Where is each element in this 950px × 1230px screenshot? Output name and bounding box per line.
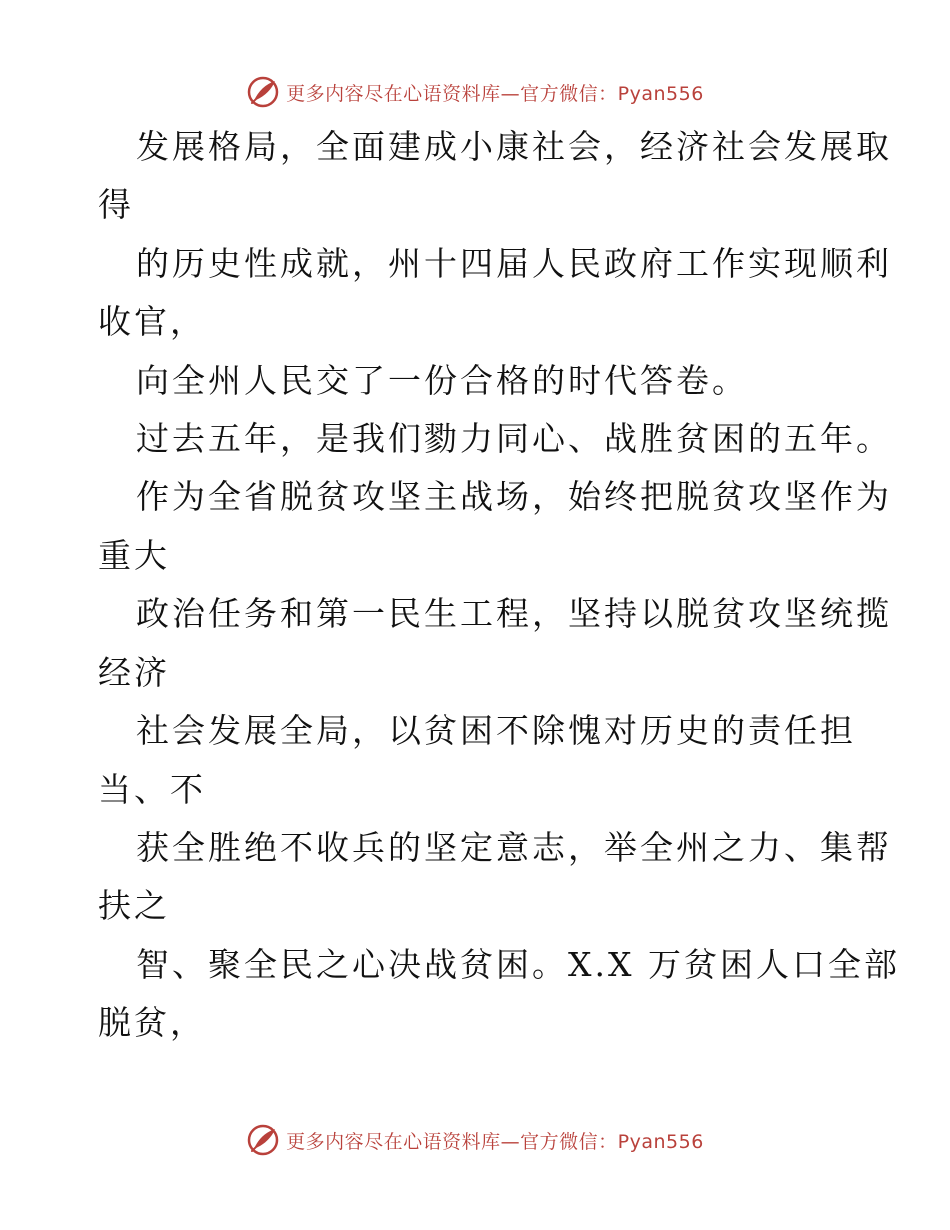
paragraph-line: 收官， <box>98 302 206 341</box>
paragraph-line: 的历史性成就，州十四届人民政府工作实现顺利 <box>136 244 892 283</box>
header-banner <box>0 72 950 112</box>
feather-pen-logo-icon <box>246 1123 280 1157</box>
footer-banner-text: 更多内容尽在心语资料库—官方微信：Pyan556 <box>286 1130 704 1153</box>
paragraph-line: 向全州人民交了一份合格的时代答卷。 <box>136 361 748 400</box>
paragraph-line: 社会发展全局，以贫困不除愧对历史的责任担 <box>136 711 856 750</box>
footer-banner <box>0 1120 950 1160</box>
paragraph-line: 发展格局，全面建成小康社会，经济社会发展取 <box>136 127 892 166</box>
paragraph-line: 扶之 <box>98 886 170 925</box>
paragraph-line: 智、聚全民之心决战贫困。X.X 万贫困人口全部 <box>136 945 900 984</box>
paragraph-line: 政治任务和第一民生工程，坚持以脱贫攻坚统揽 <box>136 594 892 633</box>
paragraph-line: 得 <box>98 185 134 224</box>
header-banner-text: 更多内容尽在心语资料库—官方微信：Pyan556 <box>286 82 704 105</box>
paragraph-line: 经济 <box>98 653 170 692</box>
paragraph-line: 脱贫， <box>98 1003 206 1042</box>
paragraph-line: 过去五年，是我们勠力同心、战胜贫困的五年。 <box>136 419 892 458</box>
paragraph-line: 作为全省脱贫攻坚主战场，始终把脱贫攻坚作为 <box>136 477 892 516</box>
paragraph-line: 当、不 <box>98 770 206 809</box>
feather-pen-logo-icon <box>246 75 280 109</box>
paragraph-line: 获全胜绝不收兵的坚定意志，举全州之力、集帮 <box>136 828 892 867</box>
paragraph-line: 重大 <box>98 536 170 575</box>
